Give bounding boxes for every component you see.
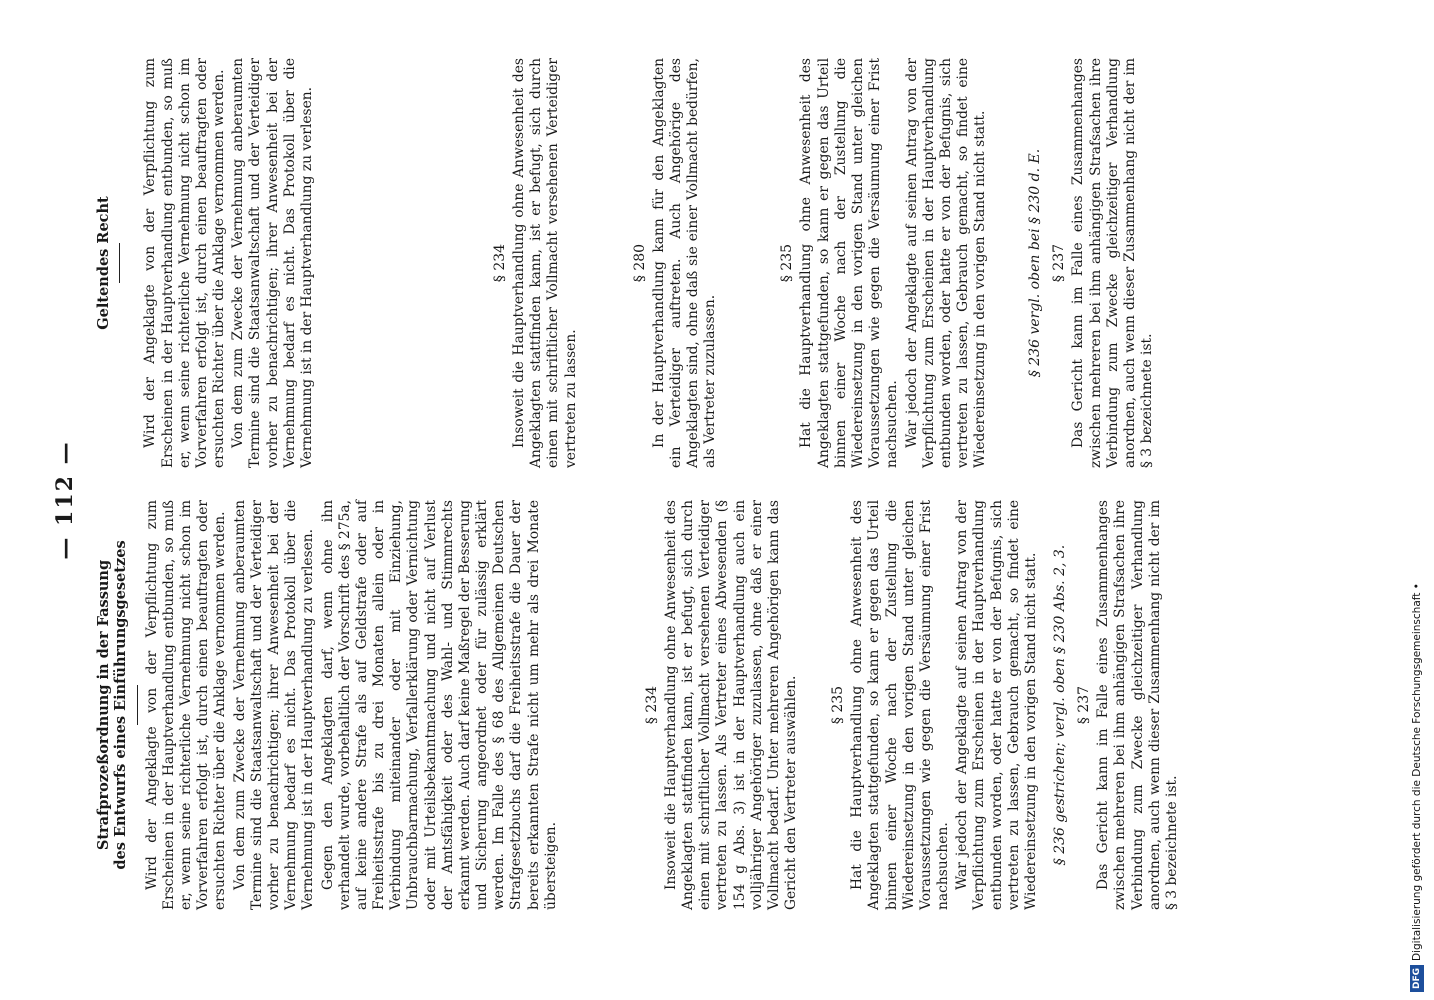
heading-rule — [137, 685, 138, 725]
right-section-280: § 280 — [631, 243, 648, 283]
right-paragraph-6: War jedoch der Angeklagte auf seinen Antrag von der Verpflichtung zum Erscheinen in der Hauptverhandlung entbunden worden, oder hatte er von der Befugnis, sich vertreten zu lassen, Gebrauch gemacht, so findet eine Wiedereinsetzung in den vorigen Stand nicht statt. — [903, 58, 989, 468]
left-paragraph-3: Gegen den Angeklagten darf, wenn ohne ihn verhandelt wurde, vorbehaltlich der Vorschrift des § 275a, auf keine andere Strafe als auf Geldstrafe oder auf Freiheitsstrafe bis zu drei Monaten allein oder in Verbindung miteinander oder mit Einziehung, Unbrauchbarmachung, Verfallerklärung oder Vernichtung oder mit Urteilsbekanntmachung und nicht auf Verlust der Amtsfähigkeit oder des Wahl- und Stimmrechts erkannt werden. Auch darf keine Maßregel der Besserung und Sicherung angeordnet oder für zulässig erklärt werden. Im Falle des § 68 des Allgemeinen Deutschen Strafgesetzbuchs darf die Freiheitsstrafe die Dauer der bereits erkannten Strafe nicht um mehr als drei Monate übersteigen. — [319, 500, 559, 910]
left-section-234: § 234 — [643, 685, 660, 725]
left-note-236: § 236 gestrichen; vergl. oben § 230 Abs. 2, 3. — [1052, 544, 1069, 866]
right-paragraph-3: Insoweit die Hauptverhandlung ohne Anwesenheit des Angeklagten stattfinden kann, ist er befugt, sich durch einen mit schriftlicher Vollmacht versehenen Verteidiger vertreten zu lassen. — [511, 58, 579, 468]
left-heading-line1: Strafprozeßordnung in der Fassung — [95, 559, 112, 851]
left-section-237: § 237 — [1076, 685, 1093, 725]
right-note-236: § 236 vergl. oben bei § 230 d. E. — [1027, 148, 1044, 378]
right-paragraph-5: Hat die Hauptverhandlung ohne Anwesenheit des Angeklagten stattgefunden, so kann er gegen das Urteil binnen einer Woche nach der Zustellung die Wiedereinsetzung in den vorigen Stand unter gleichen Voraussetzungen wie gegen die Versäumung einer Frist nachsuchen. — [798, 58, 901, 468]
left-paragraph-1: Wird der Angeklagte von der Verpflichtung zum Erscheinen in der Hauptverhandlung entbunden, so muß er, wenn seine richterliche Vernehmung nicht schon im Vorverfahren erfolgt ist, durch einen beauftragten oder ersuchten Richter über die Anklage vernommen werden. — [143, 500, 229, 910]
right-section-237: § 237 — [1051, 243, 1068, 283]
right-column — [95, 58, 1305, 468]
right-paragraph-2: Von dem zum Zwecke der Vernehmung anberaumten Termine sind die Staatsanwaltschaft und der Verteidiger vorher zu benachrichtigen; ihrer Anwesenheit bei der Vernehmung bedarf es nicht. Das Protokoll über die Vernehmung ist in der Hauptverhandlung zu verlesen. — [230, 58, 315, 468]
left-paragraph-2: Von dem zum Zwecke der Vernehmung anberaumten Termine sind die Staatsanwaltschaft und der Verteidiger vorher zu benachrichtigen; ihrer Anwesenheit bei der Vernehmung bedarf es nicht. Das Protokoll über die Vernehmung ist in der Hauptverhandlung zu verlesen. — [231, 500, 317, 910]
dfg-logo-icon: DFG — [1410, 965, 1424, 992]
right-paragraph-1: Wird der Angeklagte von der Verpflichtung zum Erscheinen in der Hauptverhandlung entbunden, so muß er, wenn seine richterliche Vernehmung nicht schon im Vorverfahren erfolgt ist, durch einen beauftragten oder ersuchten Richter über die Anklage vernommen werden. — [142, 58, 228, 468]
right-section-235: § 235 — [779, 243, 796, 283]
left-paragraph-7: Das Gericht kann im Falle eines Zusammenhanges zwischen mehreren bei ihm anhängigen Strafsachen ihre Verbindung zum Zwecke gleichzeitiger Verhandlung anordnen, auch wenn dieser Zusammenhang nicht der im § 3 bezeichnete ist. — [1095, 500, 1180, 910]
heading-rule — [119, 243, 120, 283]
right-section-234: § 234 — [492, 243, 509, 283]
left-column — [95, 500, 1305, 910]
right-column-heading: Geltendes Recht — [95, 196, 112, 330]
left-section-235: § 235 — [830, 685, 847, 725]
left-heading-line2: des Entwurfs eines Einführungsgesetzes — [112, 540, 130, 870]
right-paragraph-4: In der Hauptverhandlung kann für den Angeklagten ein Verteidiger auftreten. Auch Angehörige des Angeklagten sind, ohne daß sie einer Vollmacht bedürfen, als Vertreter zuzulassen. — [650, 58, 719, 468]
left-paragraph-6: War jedoch der Angeklagte auf seinen Antrag von der Verpflichtung zum Erscheinen in der Hauptverhandlung entbunden worden, oder hatte er von der Befugnis, sich vertreten zu lassen, Gebrauch gemacht, so findet eine Wiedereinsetzung in den vorigen Stand nicht statt. — [954, 500, 1039, 910]
left-column-heading — [95, 500, 130, 910]
right-paragraph-7: Das Gericht kann im Falle eines Zusammenhanges zwischen mehreren bei ihm anhängigen Strafsachen ihre Verbindung zum Zwecke gleichzeitiger Verhandlung anordnen, auch wenn dieser Zusammenhang nicht der im § 3 bezeichnete ist. — [1070, 58, 1156, 468]
left-paragraph-4: Insoweit die Hauptverhandlung ohne Anwesenheit des Angeklagten stattfinden kann, ist er befugt, sich durch einen mit schriftlicher Vollmacht versehenen Verteidiger vertreten zu lassen. Als Vertreter eines Abwesenden (§ 154 g Abs. 3) ist in der Hauptverhandlung auch ein volljähriger Angehöriger zuzulassen, ohne daß er einer Vollmacht bedarf. Unter mehreren Angehörigen kann das Gericht den Vertreter auswählen. — [662, 500, 800, 910]
page-number: — 112 — — [52, 440, 78, 560]
left-paragraph-5: Hat die Hauptverhandlung ohne Anwesenheit des Angeklagten stattgefunden, so kann er gegen das Urteil binnen einer Woche nach der Zustellung die Wiedereinsetzung in den vorigen Stand unter gleichen Voraussetzungen wie gegen die Versäumung einer Frist nachsuchen. — [849, 500, 952, 910]
digitization-credit — [1408, 8, 1426, 992]
digitization-credit-text: Digitalisierung gefördert durch die Deutsche Forschungsgemeinschaft • — [1411, 583, 1423, 961]
